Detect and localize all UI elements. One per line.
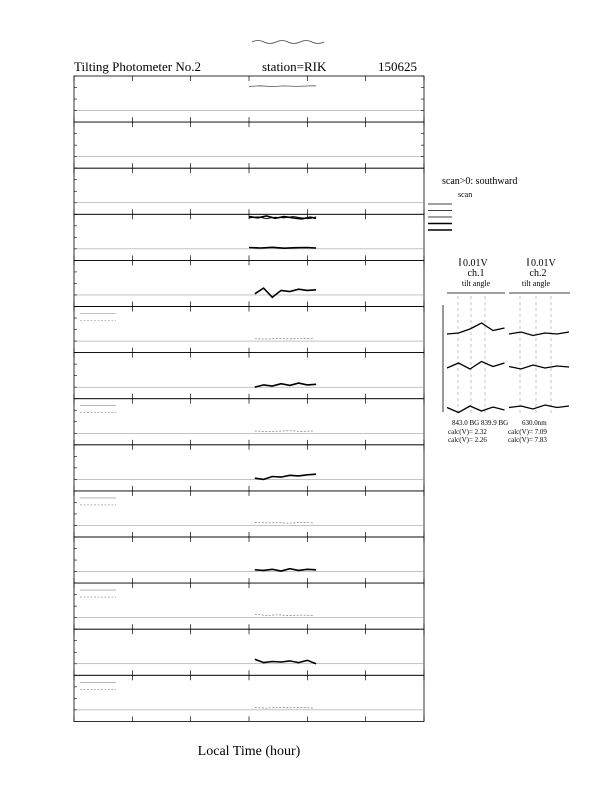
scan-legend-title: scan>0: southward xyxy=(442,176,518,187)
series-line-s4_ch2-0 xyxy=(255,569,316,571)
series-line-s4_ch1-0 xyxy=(255,614,313,615)
scale-ch2: 0.01V xyxy=(531,258,556,269)
panel-frame xyxy=(74,168,424,214)
inset-footer-ch2: 630.0nm xyxy=(522,419,547,427)
inset-calc-ch2-a: calc(V)= 7.09 xyxy=(508,428,547,436)
inset-calc-ch1-b: calc(V)= 2.26 xyxy=(448,436,487,444)
scan-legend-heading: scan xyxy=(458,190,473,199)
tilt-inset xyxy=(443,258,570,444)
panel-frame xyxy=(74,260,424,306)
ch1-tilt-title: tilt angle xyxy=(461,279,491,288)
series-line-s2_ch2-0 xyxy=(255,383,316,387)
series-line-s3_ch1-0 xyxy=(255,523,313,524)
inset-calc-ch2-b: calc(V)= 7.83 xyxy=(508,436,547,444)
ch1-title: ch.1 xyxy=(467,268,485,279)
panel-frame xyxy=(74,629,424,675)
panel-s3_ch2 xyxy=(74,445,424,491)
panel-dk1 xyxy=(74,122,424,168)
header-squiggle xyxy=(252,41,324,44)
panel-s4_ch2 xyxy=(74,537,424,583)
inset-ch1-trace xyxy=(447,323,505,334)
panel-frame xyxy=(74,491,424,537)
panel-frame xyxy=(74,307,424,353)
x-axis-label: Local Time (hour) xyxy=(197,744,301,759)
inset-ch2-trace xyxy=(509,365,569,369)
panel-s4_ch1 xyxy=(74,583,424,629)
panel-frame xyxy=(74,537,424,583)
inset-plot xyxy=(443,293,570,415)
panel-frame xyxy=(74,76,424,122)
panel-frame xyxy=(74,353,424,399)
series-line-s5_ch1-0 xyxy=(255,707,313,708)
inset-ch2-trace xyxy=(509,332,569,336)
date-label: 150625 xyxy=(378,59,417,74)
inset-footer-ch1: 843.0 BG 839.9 BG xyxy=(452,419,509,427)
panel-s2_ch1 xyxy=(74,399,424,445)
series-line-s1_ch2-0 xyxy=(255,288,316,297)
inset-calc-ch1-a: calc(V)= 2.32 xyxy=(448,428,487,436)
series-line-dk2-0 xyxy=(249,86,316,87)
panel-frame xyxy=(74,445,424,491)
scale-ch1: 0.01V xyxy=(463,258,488,269)
station-label: station=RIK xyxy=(262,59,327,74)
panel-s2_ch2 xyxy=(74,353,424,399)
panel-s3_ch1 xyxy=(74,491,424,537)
ch2-title: ch.2 xyxy=(529,268,547,279)
panel-s1_ch1 xyxy=(74,307,424,353)
panel-bg1 xyxy=(74,214,424,260)
figure-title: Tilting Photometer No.2 xyxy=(74,59,202,74)
panel-bg2 xyxy=(74,168,424,214)
scan-legend xyxy=(428,176,517,230)
inset-ch2-trace xyxy=(509,405,569,409)
inset-ch1-trace xyxy=(447,362,505,370)
panel-frame xyxy=(74,399,424,445)
series-line-s3_ch2-0 xyxy=(255,474,316,479)
panel-s5_ch2 xyxy=(74,629,424,675)
series-line-s2_ch1-0 xyxy=(255,431,313,432)
panel-frame xyxy=(74,214,424,260)
panel-frame xyxy=(74,675,424,721)
series-line-s5_ch2-0 xyxy=(255,659,316,664)
ch2-tilt-title: tilt angle xyxy=(521,279,551,288)
panel-frame xyxy=(74,122,424,168)
series-line-bg1-2 xyxy=(249,247,316,248)
panel-s5_ch1 xyxy=(74,675,424,721)
panel-stack xyxy=(74,76,424,721)
panel-frame xyxy=(74,583,424,629)
panel-dk2 xyxy=(74,76,424,122)
panel-s1_ch2 xyxy=(74,260,424,306)
inset-ch1-trace xyxy=(447,406,505,413)
scan-legend-entries xyxy=(428,204,452,230)
series-line-s1_ch1-0 xyxy=(255,338,313,339)
